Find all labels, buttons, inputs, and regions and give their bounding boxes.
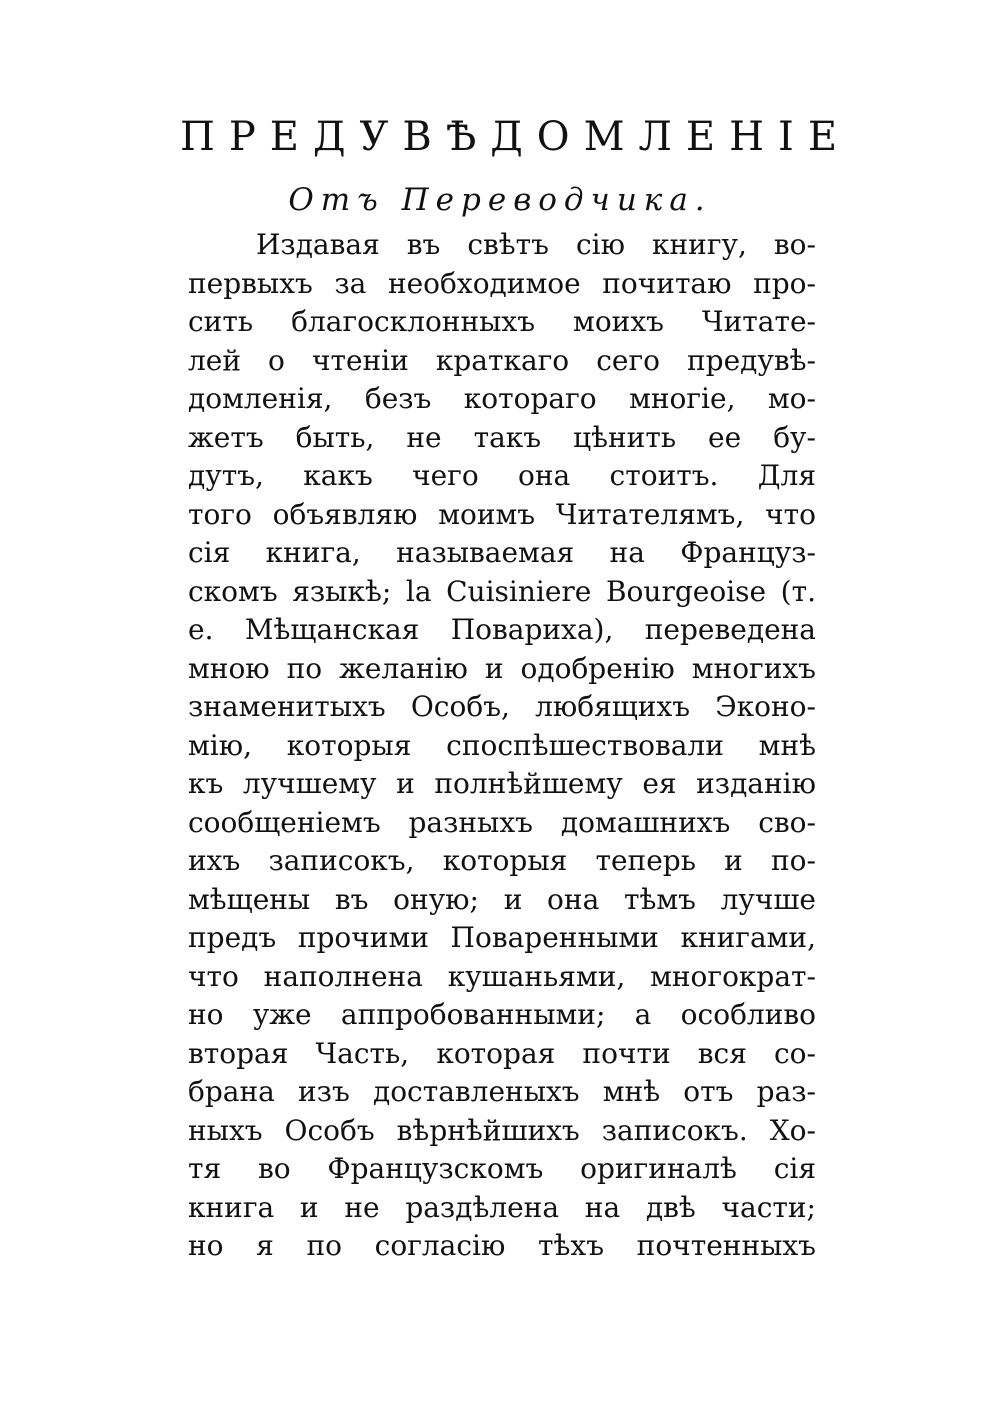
text-line: мною по желанію и одобренію многихъ	[188, 651, 816, 685]
text-line: домленія, безъ котораго многіе, мо-	[188, 382, 816, 415]
text-line: Издавая въ свѣтъ сію книгу, во-	[256, 228, 816, 261]
text-line: ихъ записокъ, которыя теперь и по-	[188, 844, 816, 877]
text-line: къ лучшему и полнѣйшему ея изданію	[188, 767, 816, 800]
text-line: книга и не раздѣлена на двѣ части;	[188, 1190, 816, 1224]
text-line: первыхъ за необходимое почитаю про-	[188, 266, 816, 300]
text-line: брана изъ доставленыхъ мнѣ отъ раз-	[188, 1075, 816, 1108]
text-line: вторая Часть, которая почти вся со-	[188, 1036, 816, 1070]
page-title: ПРЕДУВѢДОМЛЕНІЕ	[180, 114, 852, 160]
text-line: мѣщены въ оную; и она тѣмъ лучше	[188, 882, 816, 916]
text-line: жетъ быть, не такъ цѣнить ее бу-	[188, 420, 816, 454]
text-line: но уже аппробованными; а особливо	[188, 998, 816, 1031]
text-line: ныхъ Особъ вѣрнѣйшихъ записокъ. Хо-	[188, 1113, 816, 1147]
text-line: того объявляю моимъ Читателямъ, что	[188, 497, 816, 531]
text-line: но я по согласію тѣхъ почтенныхъ	[188, 1229, 816, 1262]
text-line: сія книга, называемая на Француз-	[188, 536, 816, 569]
text-line: мію, которыя споспѣшествовали мнѣ	[188, 728, 816, 762]
text-line: тя во Французскомъ оригиналѣ сія	[188, 1152, 816, 1185]
body-text	[188, 226, 816, 1266]
text-line: сить благосклонныхъ моихъ Читате-	[188, 305, 816, 338]
text-line: сообщеніемъ разныхъ домашнихъ сво-	[188, 805, 816, 839]
text-line: скомъ языкѣ; la Cuisiniere Bourgeoise (т.	[188, 574, 816, 608]
text-line: лей о чтеніи краткаго сего предувѣ-	[188, 343, 816, 377]
text-line: что наполнена кушаньями, многократ-	[188, 959, 816, 993]
page-subtitle: Отъ Переводчика.	[288, 182, 712, 218]
text-line: предъ прочими Поваренными книгами,	[188, 921, 816, 954]
text-line: дутъ, какъ чего она стоитъ. Для	[188, 459, 816, 492]
text-line: знаменитыхъ Особъ, любящихъ Эконо-	[188, 690, 816, 723]
text-line: е. Мѣщанская Повариха), переведена	[188, 613, 816, 646]
